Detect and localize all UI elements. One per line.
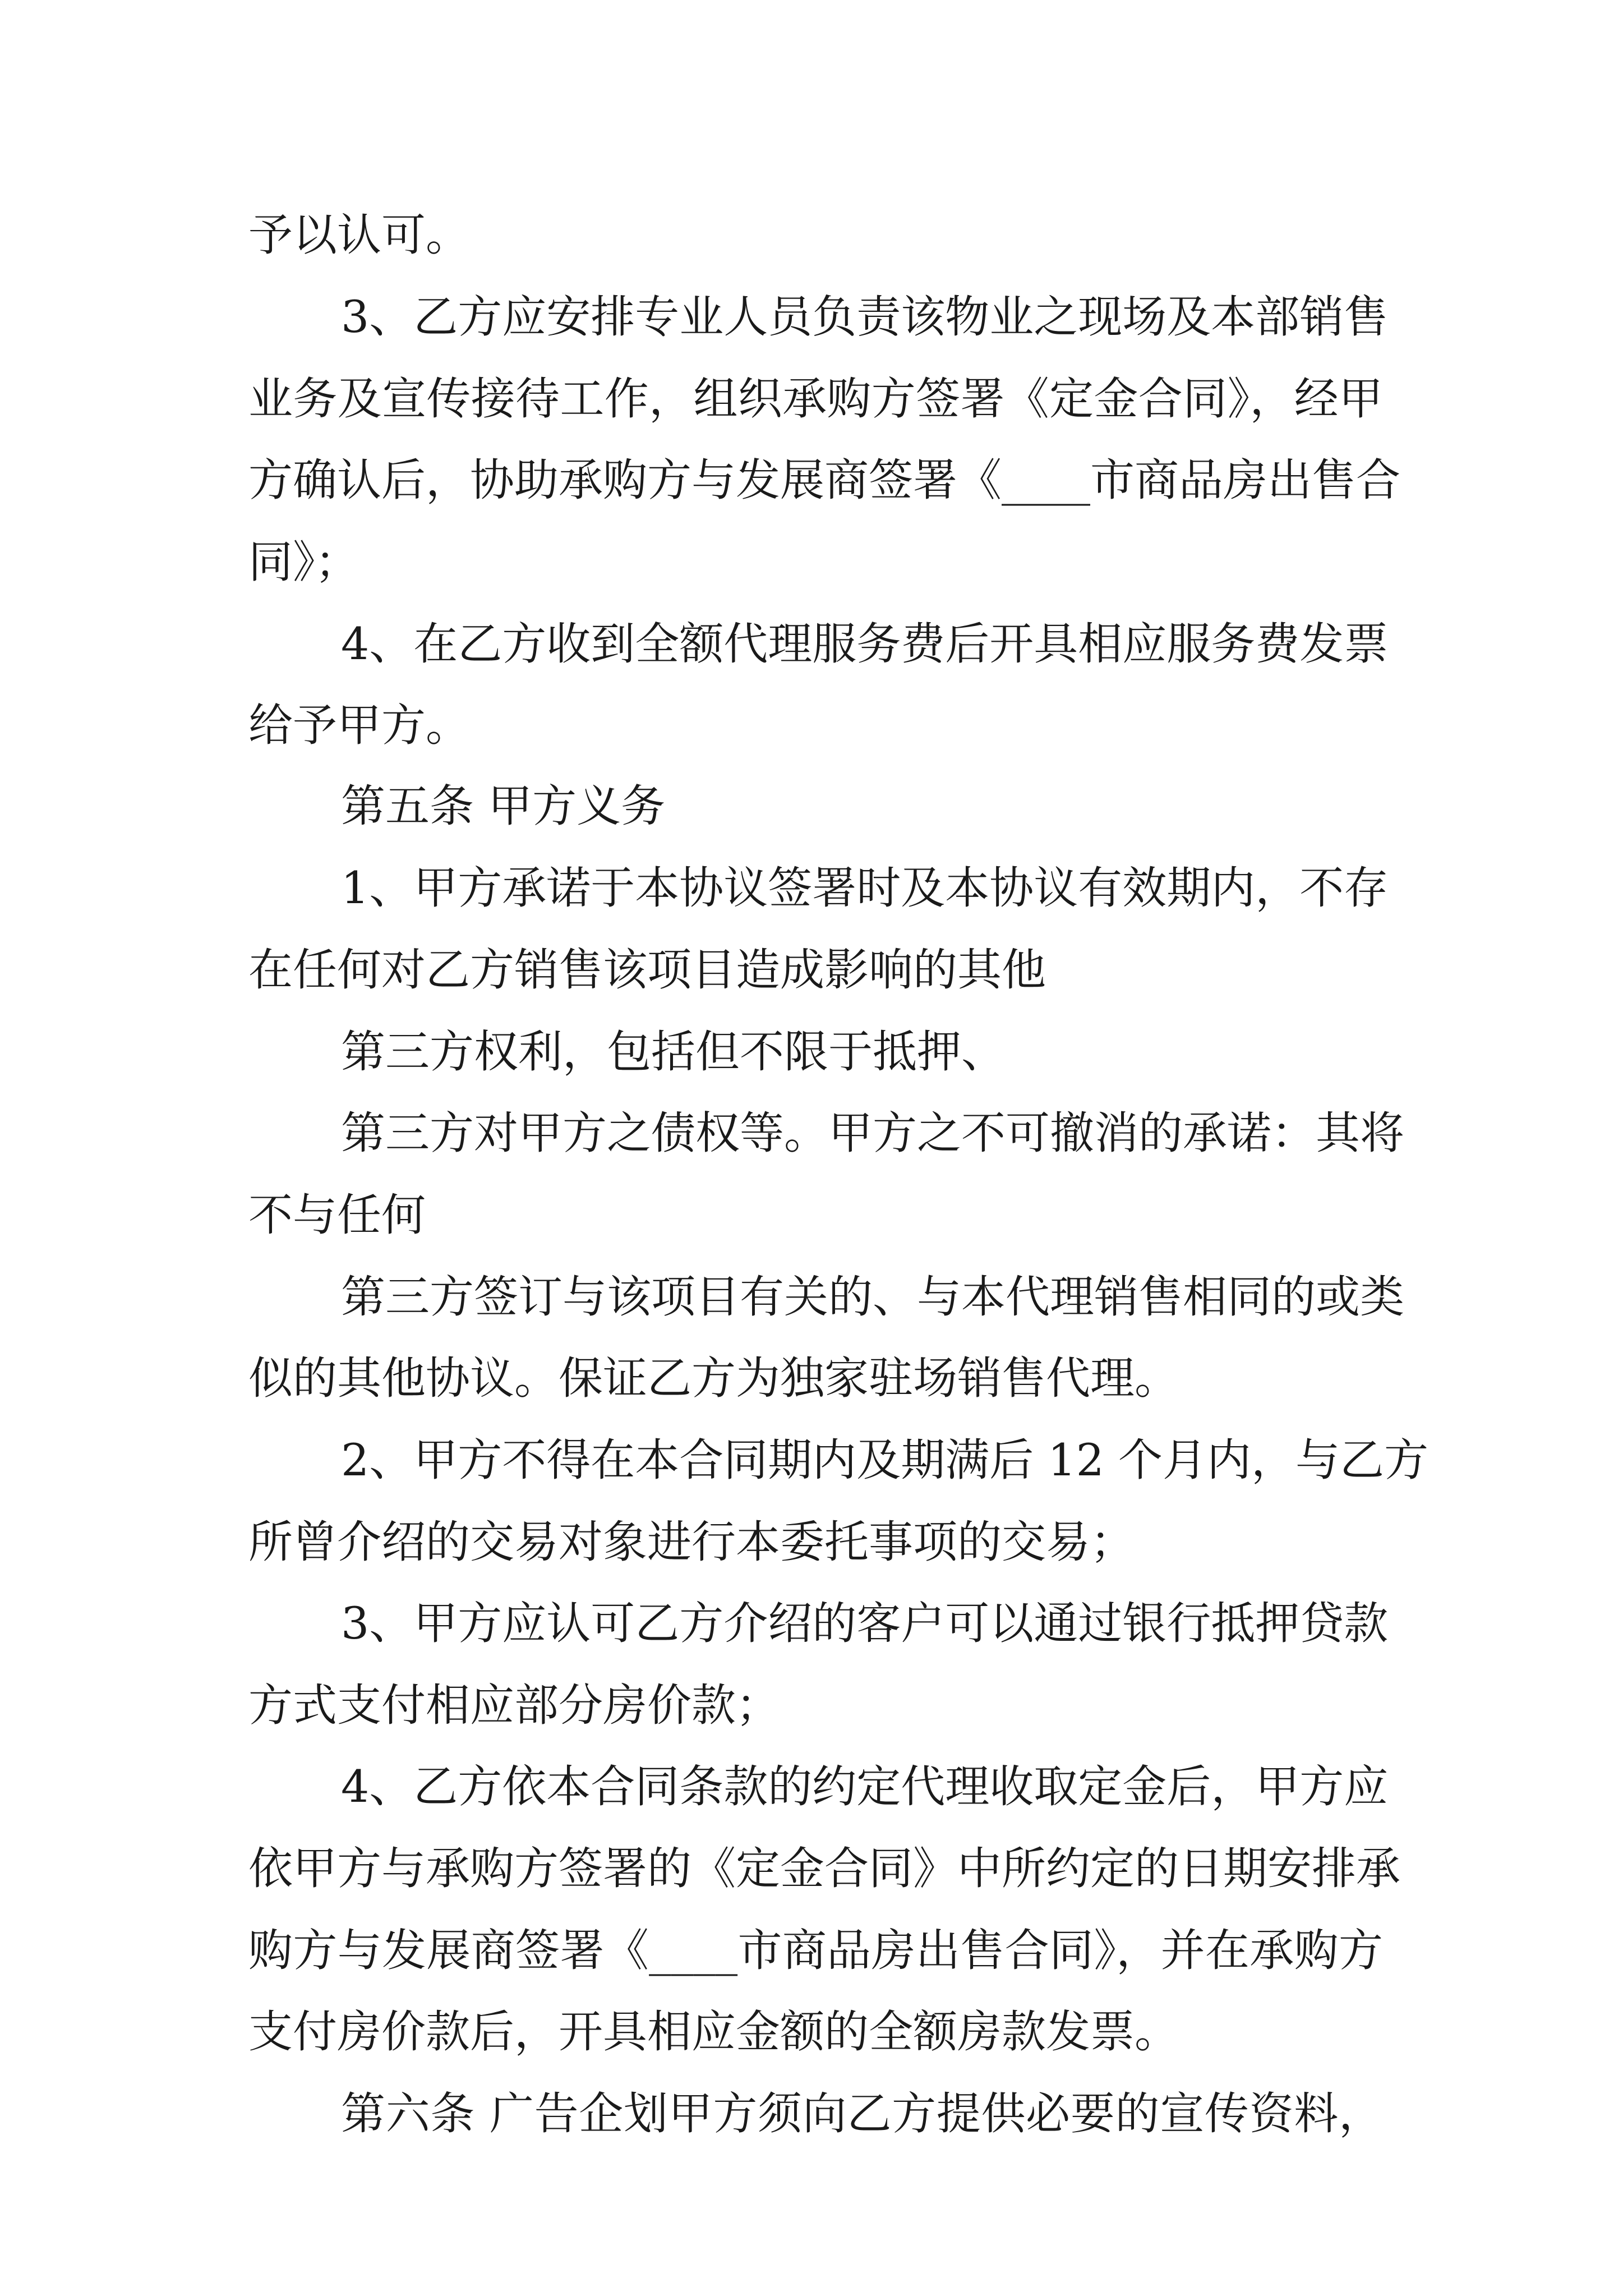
- text-line: 同》；: [248, 536, 359, 588]
- text-line: 2、甲方不得在本合同期内及期满后 12 个月内，与乙方: [341, 1434, 1429, 1486]
- text-line: 依甲方与承购方签署的《定金合同》中所约定的日期安排承: [248, 1843, 1400, 1894]
- text-line: 4、乙方依本合同条款的约定代理收取定金后，甲方应: [341, 1761, 1389, 1812]
- text-line: 3、甲方应认可乙方介绍的客户可以通过银行抵押贷款: [341, 1598, 1389, 1649]
- text-line: 1、甲方承诺于本协议签署时及本协议有效期内，不存: [341, 862, 1389, 914]
- text-line: 第三方签订与该项目有关的、与本代理销售相同的或类: [341, 1271, 1404, 1323]
- text-line: 支付房价款后，开具相应金额的全额房款发票。: [248, 2006, 1179, 2058]
- text-line: 不与任何: [248, 1189, 426, 1241]
- text-line: 业务及宣传接待工作，组织承购方签署《定金合同》，经甲: [248, 373, 1383, 425]
- text-line: 第三方权利，包括但不限于抵押、: [341, 1026, 1006, 1078]
- text-line: 方式支付相应部分房价款；: [248, 1680, 780, 1731]
- text-line: 4、在乙方收到全额代理服务费后开具相应服务费发票: [341, 618, 1389, 670]
- text-line: 所曾介绍的交易对象进行本委托事项的交易；: [248, 1516, 1135, 1568]
- section-heading: 第六条 广告企划甲方须向乙方提供必要的宣传资料，: [341, 2088, 1383, 2139]
- text-line: 似的其他协议。保证乙方为独家驻场销售代理。: [248, 1352, 1179, 1404]
- text-line: 在任何对乙方销售该项目造成影响的其他: [248, 944, 1046, 996]
- section-heading: 第五条 甲方义务: [341, 780, 666, 832]
- text-line: 第三方对甲方之债权等。甲方之不可撤消的承诺：其将: [341, 1107, 1404, 1159]
- text-line: 购方与发展商签署《____市商品房出售合同》，并在承购方: [248, 1925, 1383, 1976]
- text-line: 予以认可。: [248, 209, 470, 261]
- text-line: 方确认后，协助承购方与发展商签署《____市商品房出售合: [248, 454, 1400, 506]
- text-line: 给予甲方。: [248, 700, 470, 751]
- text-line: 3、乙方应安排专业人员负责该物业之现场及本部销售: [341, 291, 1389, 343]
